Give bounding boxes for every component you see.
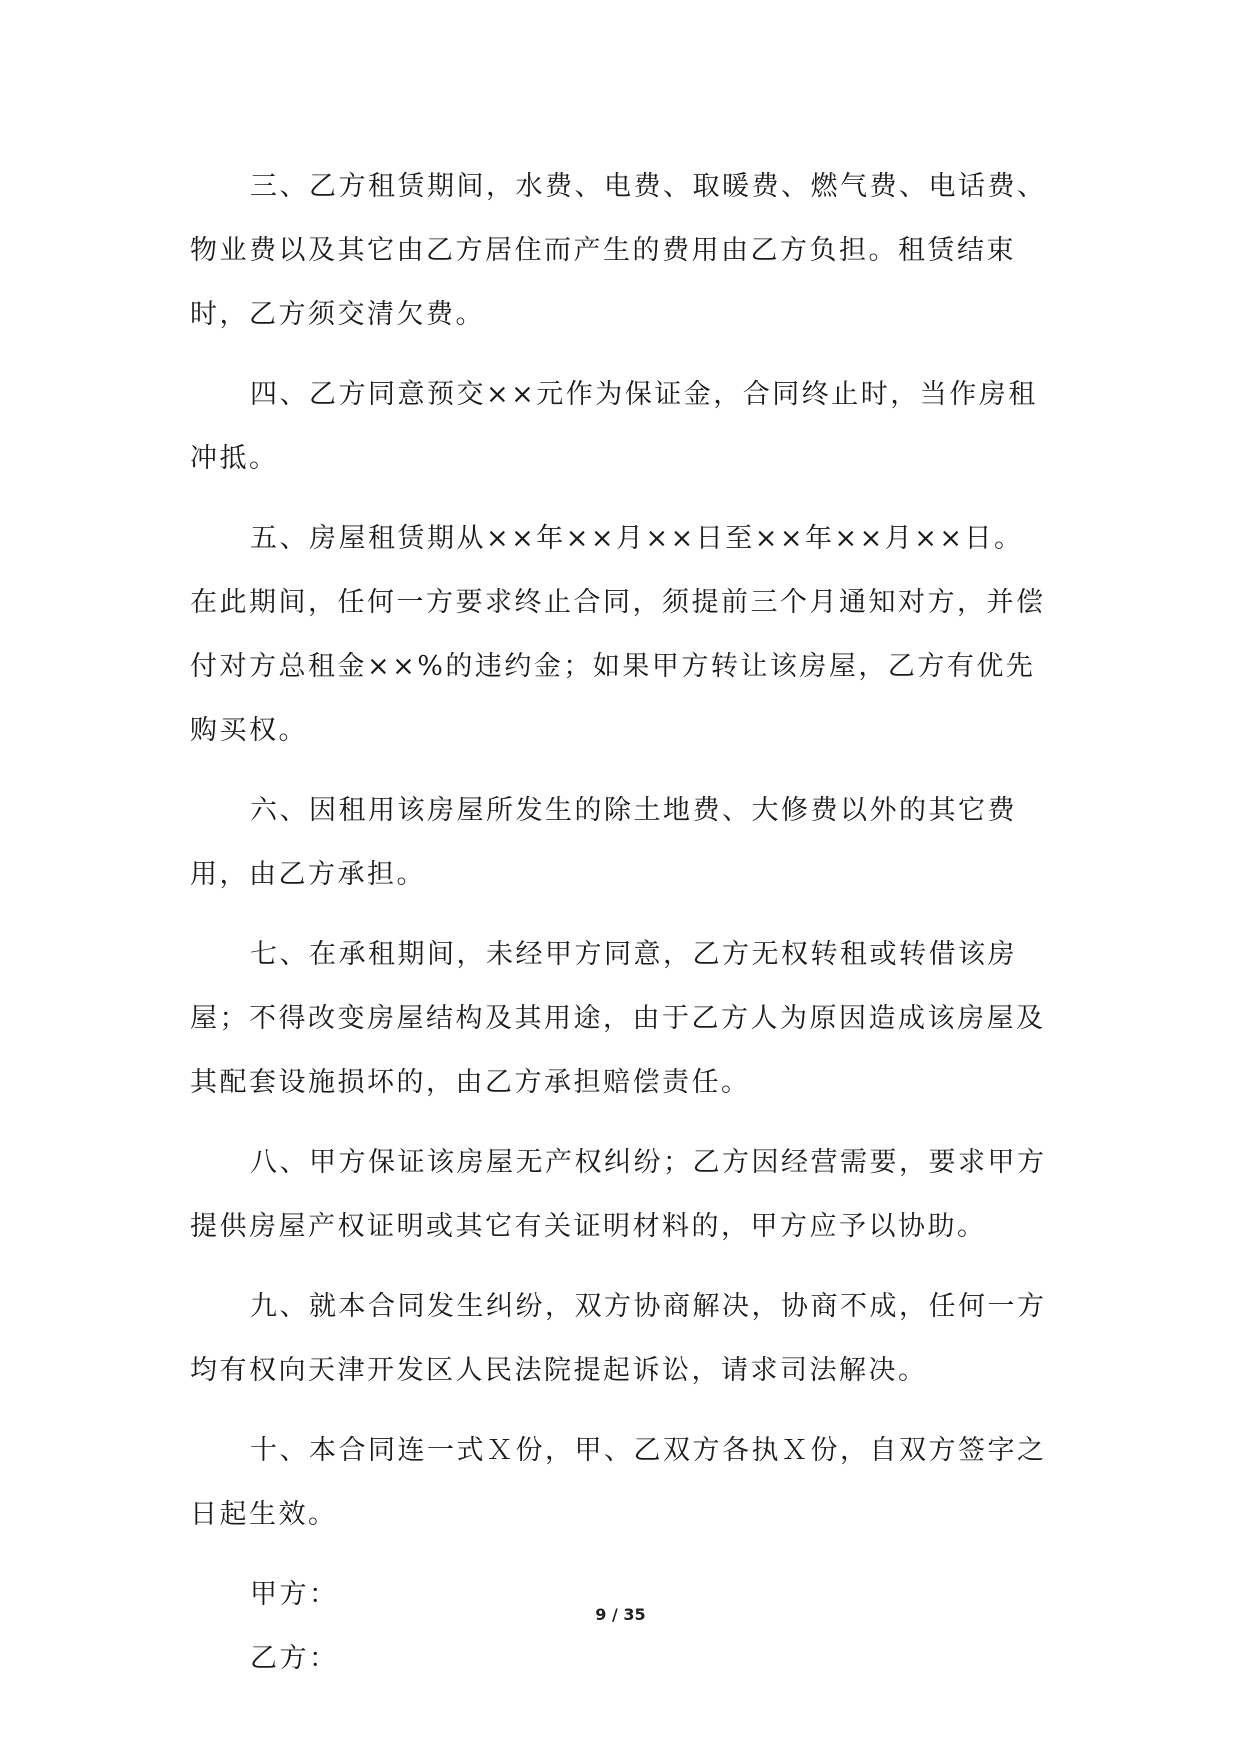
party-b-signature-label: 乙方： [250, 1643, 339, 1674]
party-a-signature-label: 甲方： [250, 1579, 339, 1610]
clause-paragraph-4: 四、乙方同意预交××元作为保证金，合同终止时，当作房租冲抵。 [190, 379, 1038, 474]
clause-paragraph-5: 五、房屋租赁期从××年××月××日至××年××月××日。在此期间，任何一方要求终止合同，须提前三个月通知对方，并偿付对方总租金××%的违约金；如果甲方转让该房屋，乙方有优先购买权。 [190, 523, 1046, 746]
clause-paragraph-8: 八、甲方保证该房屋无产权纠纷；乙方因经营需要，要求甲方提供房屋产权证明或其它有关证明材料的，甲方应予以协助。 [190, 1147, 1047, 1242]
clause-paragraph-3: 三、乙方租赁期间，水费、电费、取暖费、燃气费、电话费、物业费以及其它由乙方居住而产生的费用由乙方负担。租赁结束时，乙方须交清欠费。 [190, 171, 1047, 330]
document-body [190, 155, 1052, 1691]
clause-paragraph-10: 十、本合同连一式Ｘ份，甲、乙双方各执Ｘ份，自双方签字之日起生效。 [190, 1435, 1047, 1530]
clause-paragraph-6: 六、因租用该房屋所发生的除土地费、大修费以外的其它费用，由乙方承担。 [190, 795, 1017, 890]
clause-paragraph-9: 九、就本合同发生纠纷，双方协商解决，协商不成，任何一方均有权向天津开发区人民法院提起诉讼，请求司法解决。 [190, 1291, 1047, 1386]
page-number: 9 / 35 [595, 1605, 646, 1624]
clause-paragraph-7: 七、在承租期间，未经甲方同意，乙方无权转租或转借该房屋；不得改变房屋结构及其用途，由于乙方人为原因造成该房屋及其配套设施损坏的，由乙方承担赔偿责任。 [190, 939, 1046, 1098]
